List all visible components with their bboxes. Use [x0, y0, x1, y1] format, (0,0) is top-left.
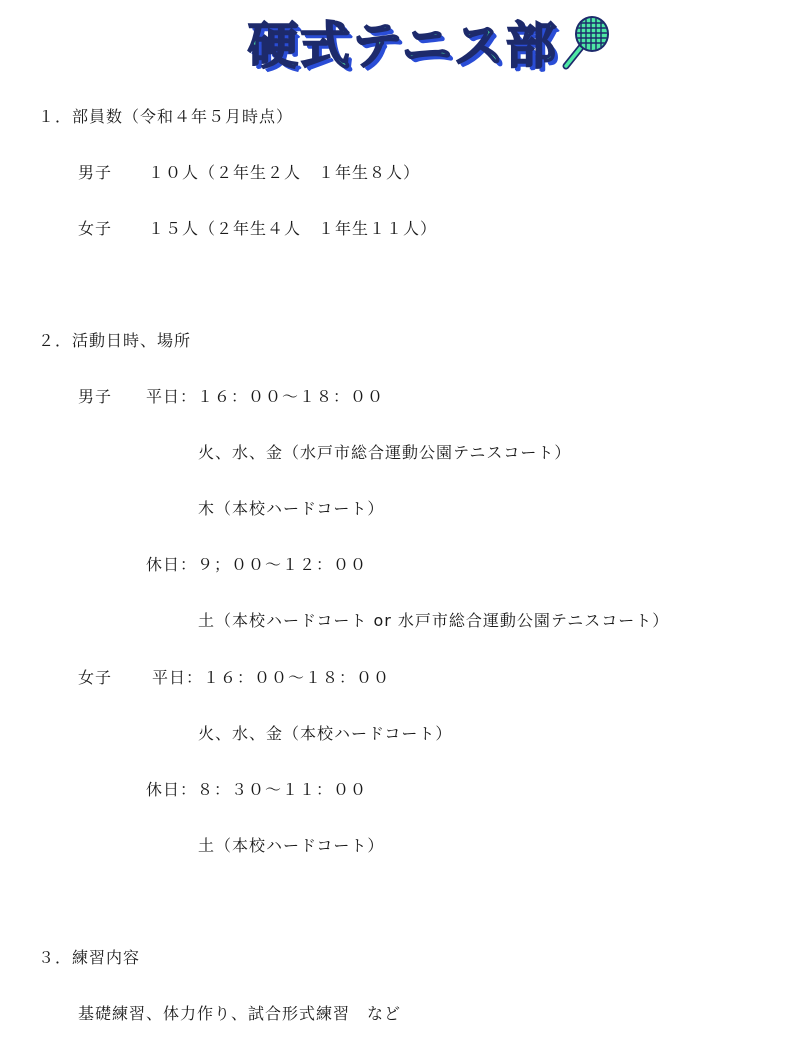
schedule-heading: ２．活動日時、場所: [38, 331, 192, 350]
members-boys-count: １０人（２年生２人 １年生８人）: [148, 163, 421, 182]
schedule-girls-holiday-place: 土（本校ハードコート）: [198, 836, 385, 855]
schedule-boys-weekday-time: 平日：１６：００～１８：００: [146, 387, 385, 406]
schedule-girls-weekday-time: 平日：１６：００～１８：００: [152, 668, 391, 687]
schedule-girls-label: 女子: [78, 668, 113, 687]
schedule-boys-holiday-place: 土（本校ハードコート or 水戸市総合運動公園テニスコート）: [198, 611, 670, 630]
schedule-boys-holiday-time: 休日：９；００～１２：００: [146, 555, 368, 574]
schedule-boys-weekday-place-1: 火、水、金（水戸市総合運動公園テニスコート）: [198, 443, 572, 462]
practice-content: 基礎練習、体力作り、試合形式練習 など: [78, 1004, 402, 1023]
members-boys-label: 男子: [78, 163, 113, 182]
practice-heading: ３．練習内容: [38, 948, 141, 967]
schedule-girls-holiday-time: 休日：８：３０～１１：００: [146, 780, 368, 799]
members-girls-count: １５人（２年生４人 １年生１１人）: [148, 219, 438, 238]
page-title: [248, 14, 612, 78]
schedule-girls-weekday-place: 火、水、金（本校ハードコート）: [198, 724, 453, 743]
members-heading: １．部員数（令和４年５月時点）: [38, 107, 294, 126]
members-girls-label: 女子: [78, 219, 113, 238]
schedule-boys-label: 男子: [78, 387, 113, 406]
tennis-racket-icon: [560, 14, 612, 72]
schedule-boys-weekday-place-2: 木（本校ハードコート）: [198, 499, 385, 518]
title-text: 硬式テニス部: [248, 17, 558, 75]
